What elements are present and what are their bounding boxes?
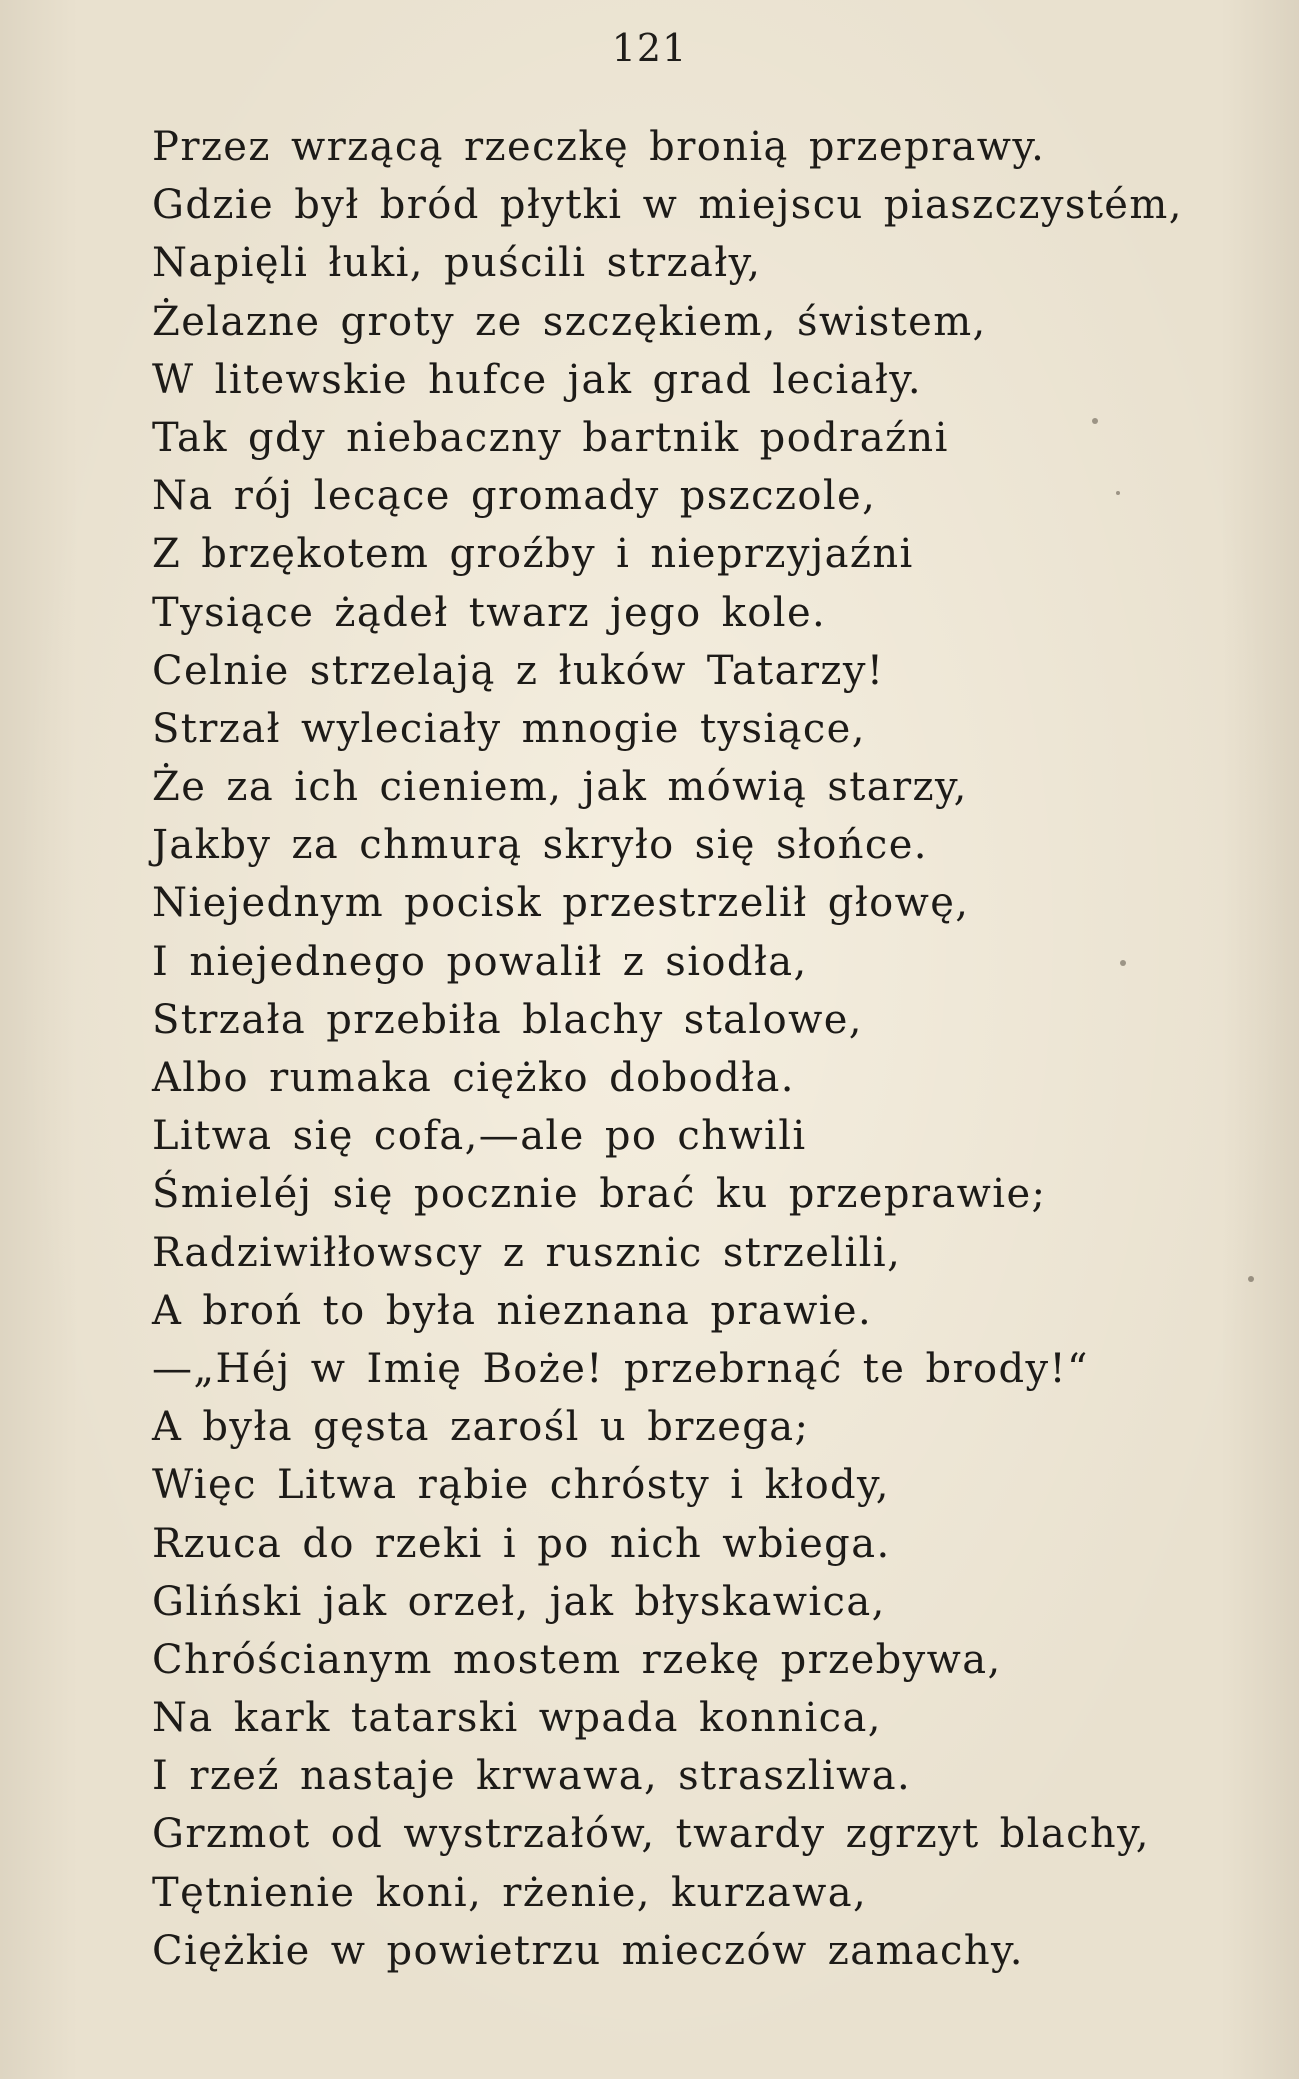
poem-line: —„Héj w Imię Boże! przebrnąć te brody!“ [152, 1345, 1089, 1392]
poem-line: Tak gdy niebaczny bartnik podraźni [152, 414, 949, 461]
poem-line: Na kark tatarski wpada konnica, [152, 1695, 882, 1742]
poem-line: Śmieléj się pocznie brać ku przeprawie; [152, 1171, 1047, 1218]
poem-line: Tętnienie koni, rżenie, kurzawa, [152, 1869, 868, 1916]
poem-line: Że za ich cieniem, jak mówią starzy, [152, 764, 968, 811]
poem-line: I rzeź nastaje krwawa, straszliwa. [152, 1753, 912, 1800]
poem-line: Gliński jak orzeł, jak błyskawica, [152, 1578, 886, 1625]
poem-line: Albo rumaka ciężko dobodła. [152, 1055, 795, 1101]
poem-line: Napięli łuki, puścili strzały, [152, 240, 762, 287]
poem-line: A była gęsta zarośl u brzega; [152, 1404, 810, 1451]
poem-line: Strzała przebiła blachy stalowe, [152, 996, 863, 1043]
poem-line: A broń to była nieznana prawie. [152, 1287, 873, 1334]
poem-line: W litewskie hufce jak grad leciały. [152, 356, 923, 403]
paper-speck [1120, 960, 1126, 966]
poem-line: Z brzękotem groźby i nieprzyjaźni [152, 531, 914, 578]
poem-line: Więc Litwa rąbie chrósty i kłody, [152, 1462, 890, 1509]
poem-line: Radziwiłłowscy z rusznic strzelili, [152, 1229, 902, 1276]
page-number: 121 [611, 26, 688, 70]
paper-speck [1248, 1276, 1254, 1282]
poem-line: Jakby za chmurą skryło się słońce. [152, 822, 928, 869]
poem-text [152, 118, 1272, 1980]
poem-line: Strzał wyleciały mnogie tysiące, [152, 705, 866, 752]
poem-line: Chróścianym mostem rzekę przebywa, [152, 1636, 1002, 1683]
poem-line: Ciężkie w powietrzu mieczów zamachy. [152, 1927, 1024, 1974]
poem-line: Tysiące żądeł twarz jego kole. [152, 589, 827, 636]
poem-line: Rzuca do rzeki i po nich wbiega. [152, 1520, 891, 1567]
paper-speck [1092, 418, 1098, 424]
poem-line: Żelazne groty ze szczękiem, świstem, [152, 298, 987, 345]
poem-line: I niejednego powalił z siodła, [152, 938, 808, 985]
paper-speck [1116, 491, 1120, 495]
poem-line: Litwa się cofa,—ale po chwili [152, 1113, 807, 1160]
poem-line: Niejednym pocisk przestrzelił głowę, [152, 880, 970, 927]
poem-line: Przez wrzącą rzeczkę bronią przeprawy. [152, 124, 1046, 170]
poem-line: Grzmot od wystrzałów, twardy zgrzyt blachy, [152, 1811, 1150, 1858]
poem-line: Celnie strzelają z łuków Tatarzy! [152, 647, 885, 694]
poem-line: Gdzie był bród płytki w miejscu piaszczystém, [152, 182, 1183, 229]
poem-line: Na rój lecące gromady pszczole, [152, 473, 877, 520]
